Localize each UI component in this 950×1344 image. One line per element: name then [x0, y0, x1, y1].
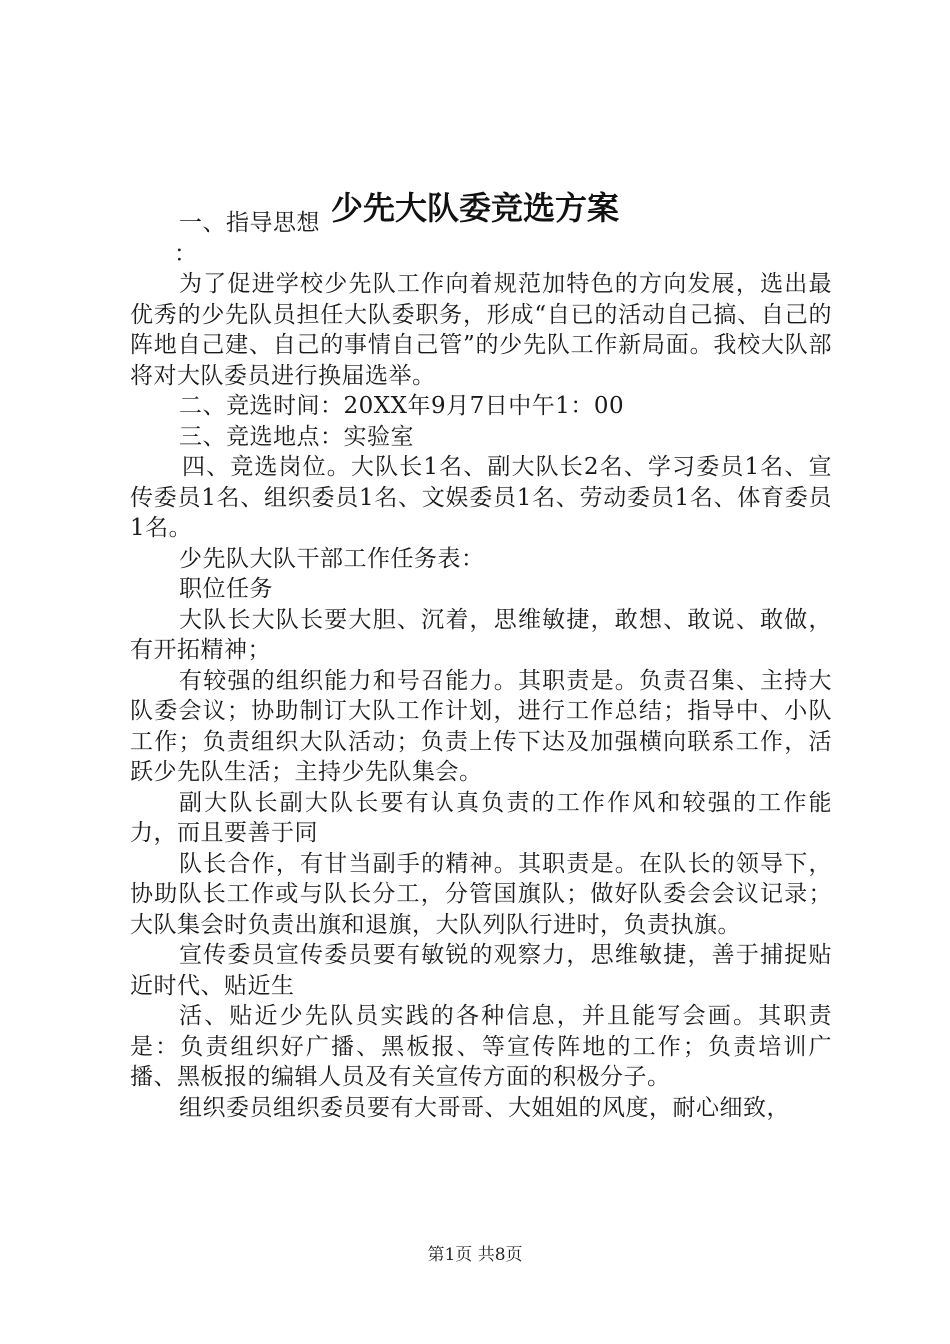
paragraph-table-header: 职位任务 [179, 576, 273, 602]
paragraph-task-table-title: 少先队大队干部工作任务表： [179, 545, 485, 572]
document-title: 少先大队委竞选方案 [330, 189, 619, 227]
document-body [130, 208, 832, 1123]
heading-guiding-ideology: 一、指导思想 [179, 210, 320, 236]
paragraph-positions: 四、竞选岗位。大队长1名、副大队长2名、学习委员1名、宣传委员1名、组织委员1名、文娱委员1名、劳动委员1名、体育委员1名。 [130, 454, 832, 541]
paragraph-captain: 大队长大队长要大胆、沉着，思维敏捷，敢想、敢说、敢做，有开拓精神； [130, 606, 832, 663]
paragraph-organization: 组织委员组织委员要有大哥哥、大姐姐的风度，耐心细致， [179, 1094, 790, 1121]
paragraph-intro: 为了促进学校少先队工作向着规范加特色的方向发展，选出最优秀的少先队员担任大队委职务，形成“自已的活动自己搞、自己的阵地自己建、自己的事情自己管”的少先队工作新局面。我校大队部将对大队委员进行换届选举。 [130, 271, 832, 389]
paragraph-captain-duties: 有较强的组织能力和号召能力。其职责是。负责召集、主持大队委会议；协助制订大队工作计划，进行工作总结；指导中、小队工作；负责组织大队活动；负责上传下达及加强横向联系工作，活跃少先队生活；主持少先队集会。 [130, 667, 832, 785]
colon-line: ： [174, 240, 198, 267]
paragraph-election-place: 三、竞选地点：实验室 [179, 423, 414, 450]
page-footer: 第1页 共8页 [427, 1245, 523, 1265]
paragraph-publicity-duties: 活、贴近少先队员实践的各种信息，并且能写会画。其职责是：负责组织好广播、黑板报、等宣传阵地的工作；负责培训广播、黑板报的编辑人员及有关宣传方面的积极分子。 [130, 1003, 832, 1090]
paragraph-election-time: 二、竞选时间：20XX年9月7日中午1：00 [179, 393, 625, 419]
paragraph-vice-captain-duties: 队长合作，有甘当副手的精神。其职责是。在队长的领导下，协助队长工作或与队长分工，分管国旗队；做好队委会会议记录；大队集会时负责出旗和退旗，大队列队行进时，负责执旗。 [130, 850, 832, 938]
paragraph-publicity: 宣传委员宣传委员要有敏锐的观察力，思维敏捷，善于捕捉贴近时代、贴近生 [130, 942, 832, 999]
paragraph-vice-captain: 副大队长副大队长要有认真负责的工作作风和较强的工作能力，而且要善于同 [130, 789, 832, 846]
